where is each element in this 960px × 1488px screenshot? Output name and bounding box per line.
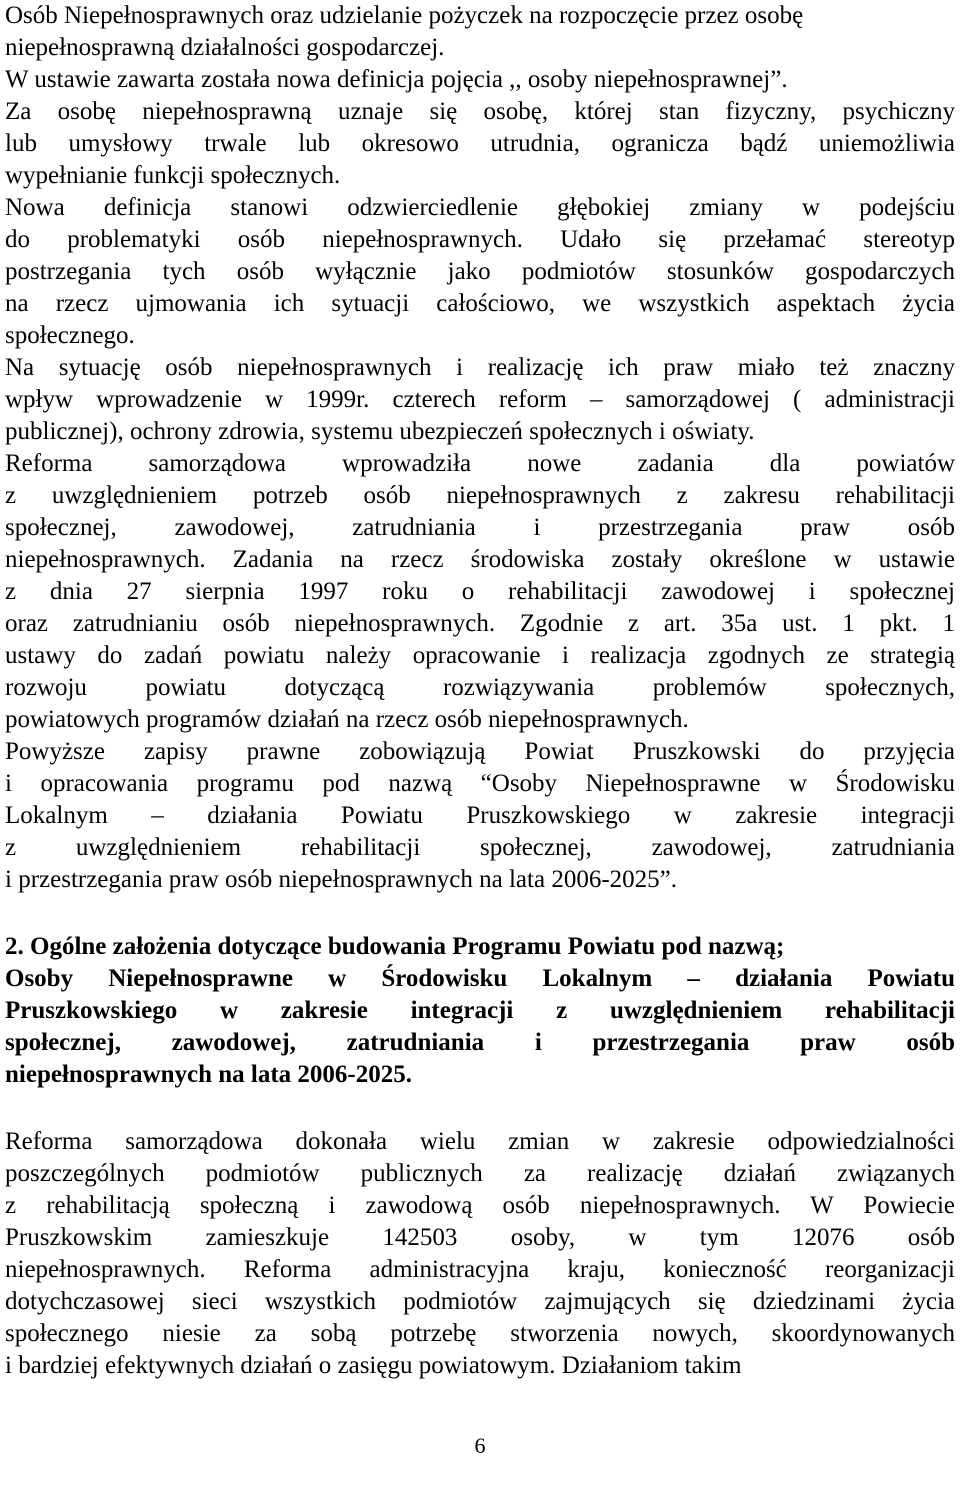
- text-line: powiatowych programów działań na rzecz osób niepełnosprawnych.: [5, 706, 689, 733]
- text-line: ustawy do zadań powiatu należy opracowanie i realizacja zgodnych ze strategią: [5, 642, 955, 669]
- text-line: W ustawie zawarta została nowa definicja pojęcia ,, osoby niepełnosprawnej”.: [5, 66, 788, 93]
- section-heading-line: Pruszkowskiego w zakresie integracji z uwzględnieniem rehabilitacji: [5, 997, 955, 1024]
- text-line: Pruszkowskim zamieszkuje 142503 osoby, w tym 12076 osób: [5, 1224, 955, 1251]
- text-line: i przestrzegania praw osób niepełnosprawnych na lata 2006-2025”.: [5, 866, 677, 893]
- section-heading-line: społecznej, zawodowej, zatrudniania i przestrzegania praw osób: [5, 1029, 955, 1056]
- text-line: dotychczasowej sieci wszystkich podmiotów zajmujących się dziedzinami życia: [5, 1288, 955, 1315]
- text-line: z uwzględnieniem rehabilitacji społecznej, zawodowej, zatrudniania: [5, 834, 955, 861]
- text-line: i opracowania programu pod nazwą “Osoby Niepełnosprawne w Środowisku: [5, 770, 955, 797]
- text-line: Powyższe zapisy prawne zobowiązują Powiat Pruszkowski do przyjęcia: [5, 738, 955, 765]
- text-line: niepełnosprawnych. Reforma administracyjna kraju, konieczność reorganizacji: [5, 1256, 955, 1283]
- text-line: Lokalnym – działania Powiatu Pruszkowskiego w zakresie integracji: [5, 802, 955, 829]
- text-line: Nowa definicja stanowi odzwierciedlenie głębokiej zmiany w podejściu: [5, 194, 955, 221]
- text-line: do problematyki osób niepełnosprawnych. Udało się przełamać stereotyp: [5, 226, 955, 253]
- text-line: Reforma samorządowa wprowadziła nowe zadania dla powiatów: [5, 450, 955, 477]
- text-line: postrzegania tych osób wyłącznie jako podmiotów stosunków gospodarczych: [5, 258, 955, 285]
- text-line: społecznego.: [5, 322, 135, 349]
- text-line: Na sytuację osób niepełnosprawnych i realizację ich praw miało też znaczny: [5, 354, 955, 381]
- text-line: społecznego niesie za sobą potrzebę stworzenia nowych, skoordynowanych: [5, 1320, 955, 1347]
- text-line: z uwzględnieniem potrzeb osób niepełnosprawnych z zakresu rehabilitacji: [5, 482, 955, 509]
- text-line: niepełnosprawnych. Zadania na rzecz środowiska zostały określone w ustawie: [5, 546, 955, 573]
- text-line: niepełnosprawną działalności gospodarczej.: [5, 34, 445, 61]
- section-heading-line: 2. Ogólne założenia dotyczące budowania Programu Powiatu pod nazwą;: [5, 933, 785, 960]
- text-line: rozwoju powiatu dotyczącą rozwiązywania problemów społecznych,: [5, 674, 955, 701]
- text-line: Osób Niepełnosprawnych oraz udzielanie pożyczek na rozpoczęcie przez osobę: [5, 2, 804, 29]
- text-line: i bardziej efektywnych działań o zasięgu powiatowym. Działaniom takim: [5, 1352, 742, 1379]
- text-line: oraz zatrudnianiu osób niepełnosprawnych. Zgodnie z art. 35a ust. 1 pkt. 1: [5, 610, 955, 637]
- text-line: z rehabilitacją społeczną i zawodową osób niepełnosprawnych. W Powiecie: [5, 1192, 955, 1219]
- text-line: wpływ wprowadzenie w 1999r. czterech reform – samorządowej ( administracji: [5, 386, 955, 413]
- text-line: Reforma samorządowa dokonała wielu zmian w zakresie odpowiedzialności: [5, 1128, 955, 1155]
- text-line: z dnia 27 sierpnia 1997 roku o rehabilitacji zawodowej i społecznej: [5, 578, 955, 605]
- section-heading-line: niepełnosprawnych na lata 2006-2025.: [5, 1061, 412, 1088]
- text-line: wypełnianie funkcji społecznych.: [5, 162, 341, 189]
- text-line: Za osobę niepełnosprawną uznaje się osobę, której stan fizyczny, psychiczny: [5, 98, 955, 125]
- section-heading-line: Osoby Niepełnosprawne w Środowisku Lokalnym – działania Powiatu: [5, 965, 955, 992]
- text-line: publicznej), ochrony zdrowia, systemu ubezpieczeń społecznych i oświaty.: [5, 418, 755, 445]
- text-line: na rzecz ujmowania ich sytuacji całościowo, we wszystkich aspektach życia: [5, 290, 955, 317]
- text-line: społecznej, zawodowej, zatrudniania i przestrzegania praw osób: [5, 514, 955, 541]
- text-line: lub umysłowy trwale lub okresowo utrudnia, ogranicza bądź uniemożliwia: [5, 130, 955, 157]
- text-line: poszczególnych podmiotów publicznych za realizację działań związanych: [5, 1160, 955, 1187]
- page-number: 6: [474, 1433, 486, 1458]
